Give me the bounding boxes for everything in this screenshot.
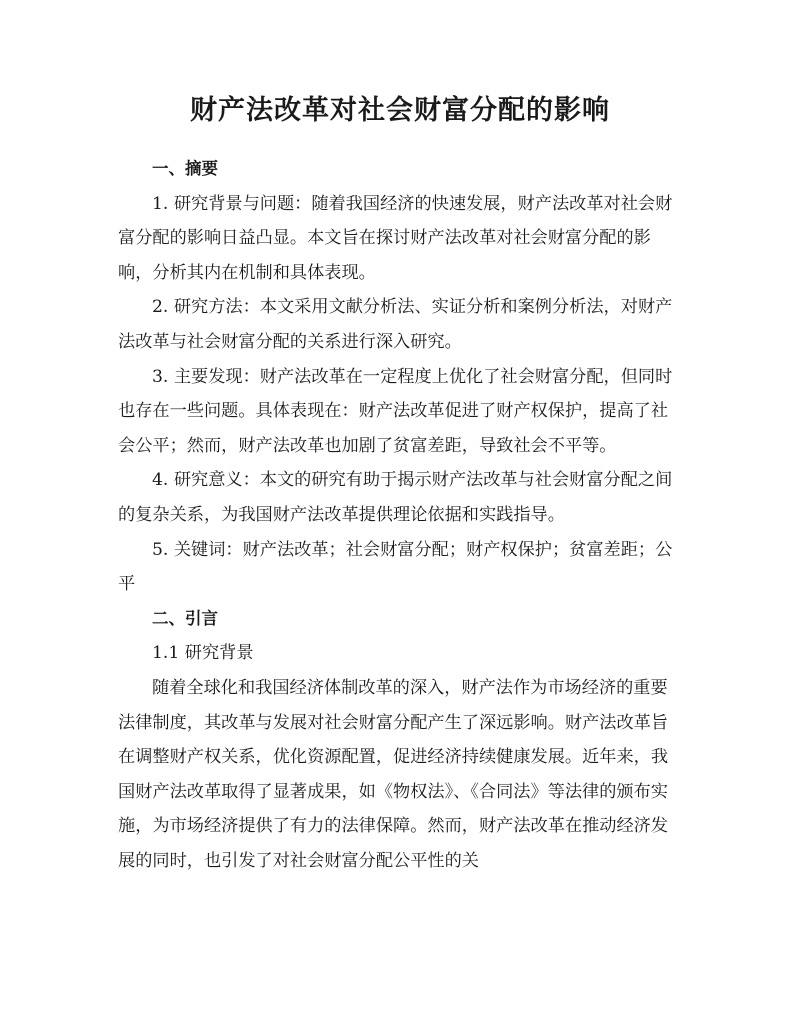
abstract-item-method: 2. 研究方法：本文采用文献分析法、实证分析和案例分析法，对财产法改革与社会财富分配的关系进行深入研究。 <box>118 297 673 352</box>
intro-sub-heading: 1.1 研究背景 <box>152 643 254 664</box>
abstract-heading: 一、摘要 <box>152 159 218 178</box>
abstract-item-keywords: 5. 关键词：财产法改革；社会财富分配；财产权保护；贫富差距；公平 <box>118 539 673 595</box>
intro-heading: 二、引言 <box>152 608 218 628</box>
abstract-item-background: 1. 研究背景与问题：随着我国经济的快速发展，财产法改革对社会财富分配的影响日益凸显。本文旨在探讨财产法改革对社会财富分配的影响，分析其内在机制和具体表现。 <box>118 193 673 283</box>
document-body <box>118 152 684 878</box>
abstract-item-significance: 4. 研究意义：本文的研究有助于揭示财产法改革与社会财富分配之间的复杂关系，为我国财产法改革提供理论依据和实践指导。 <box>118 470 673 525</box>
abstract-item-findings: 3. 主要发现：财产法改革在一定程度上优化了社会财富分配，但同时也存在一些问题。具体表现在：财产法改革促进了财产权保护，提高了社会公平；然而，财产法改革也加剧了贫富差距，导致社会不平等。 <box>118 366 673 456</box>
document-title: 财产法改革对社会财富分配的影响 <box>190 95 610 126</box>
intro-paragraph: 随着全球化和我国经济体制改革的深入，财产法作为市场经济的重要法律制度，其改革与发展对社会财富分配产生了深远影响。财产法改革旨在调整财产权关系，优化资源配置，促进经济持续健康发展。近年来，我国财产法改革取得了显著成果，如《物权法》、《合同法》等法律的颁布实施，为市场经济提供了有力的法律保障。然而，财产法改革在推动经济发展的同时，也引发了对社会财富分配公平性的关 <box>118 677 669 871</box>
